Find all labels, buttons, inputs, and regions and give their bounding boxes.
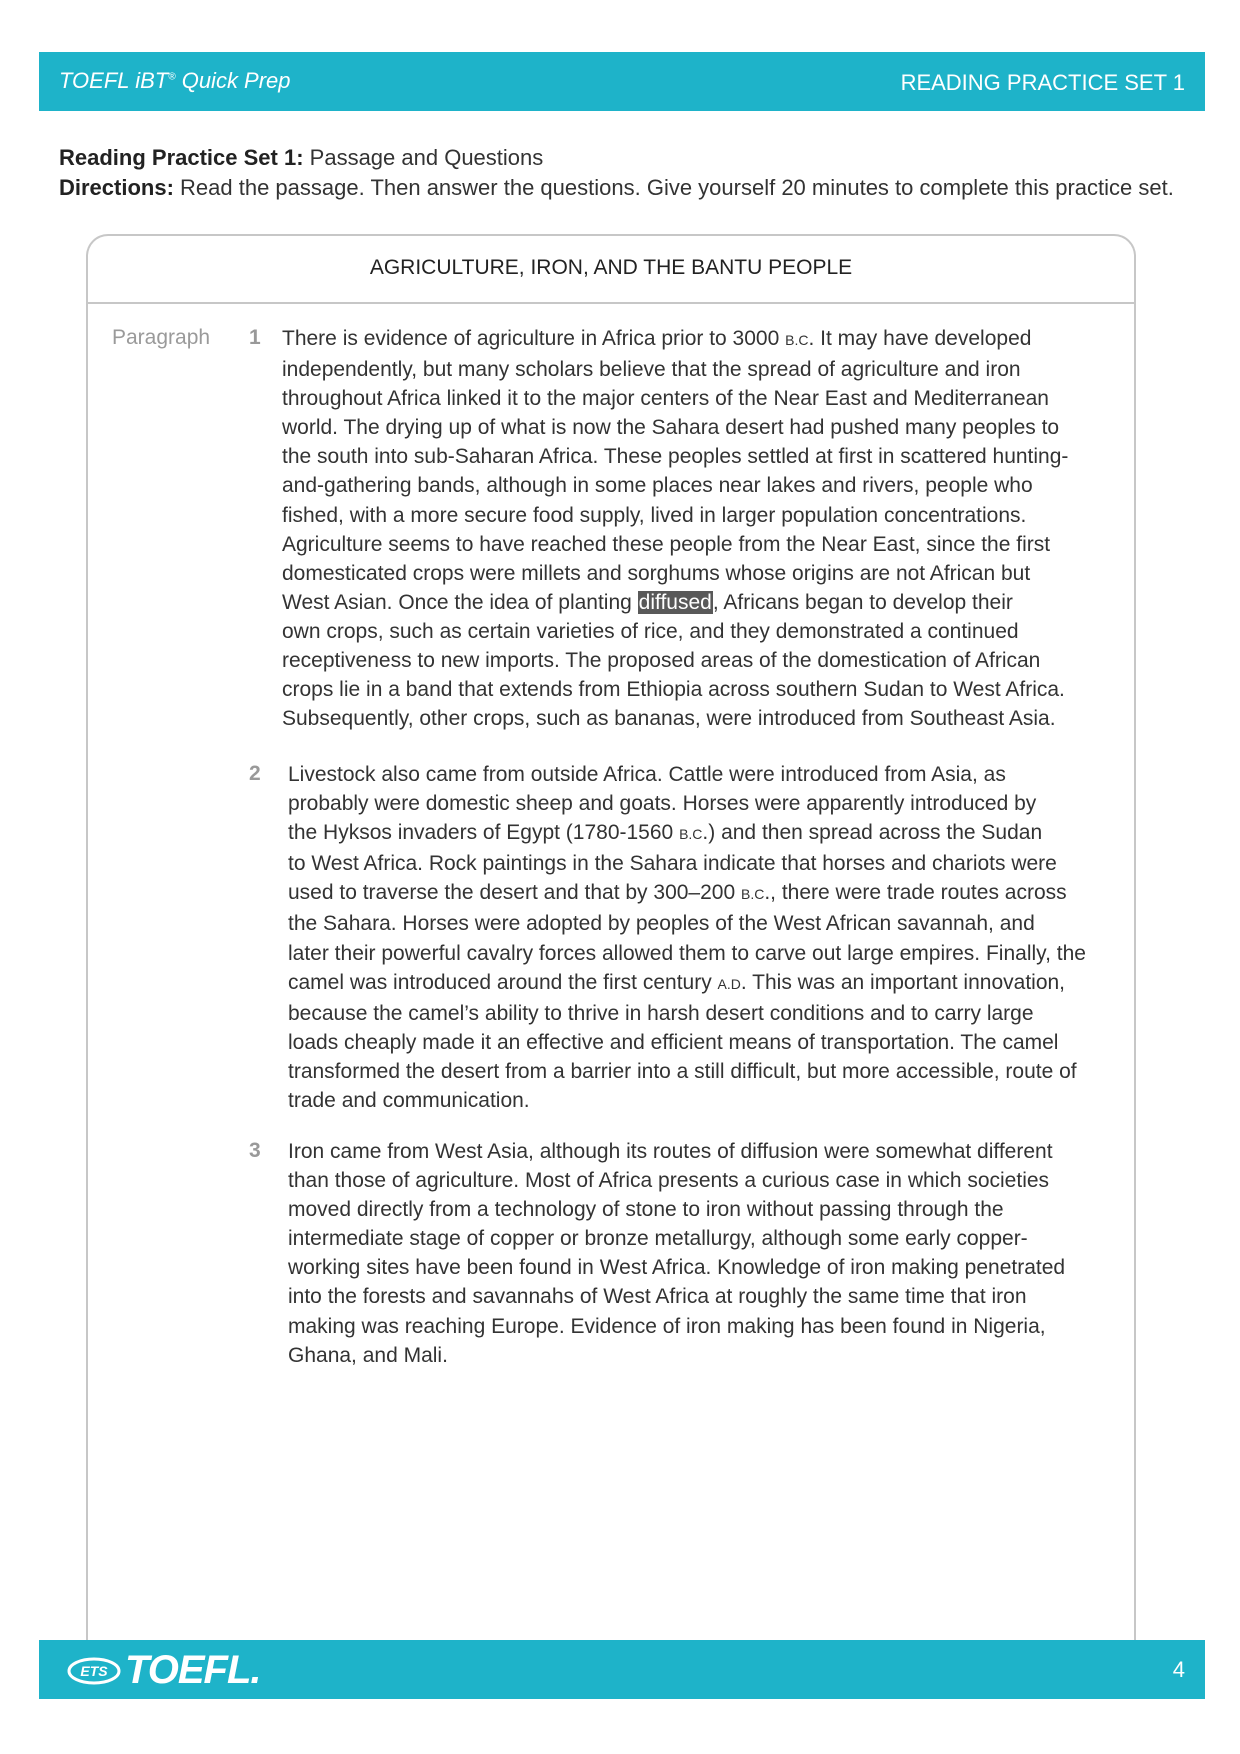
p3-line: moved directly from a technology of stone to iron without passing through the [288, 1198, 1004, 1222]
p1-line [282, 324, 1132, 355]
paragraph-number-1: 1 [249, 326, 261, 349]
p3-line: Iron came from West Asia, although its routes of diffusion were somewhat different [288, 1140, 1053, 1163]
p2-line: to West Africa. Rock paintings in the Sahara indicate that horses and chariots were [288, 852, 1057, 876]
text-run: There is evidence of agriculture in Africa prior to 3000 [282, 327, 786, 350]
paragraph-number-2: 2 [249, 762, 261, 785]
p1-line: the south into sub-Saharan Africa. These peoples settled at first in scattered hunting- [282, 445, 1069, 469]
p3-line: than those of agriculture. Most of Africa presents a curious case in which societies [288, 1169, 1050, 1193]
p1-line: own crops, such as certain varieties of rice, and they demonstrated a continued [282, 619, 1019, 643]
small-caps-era: B.C [785, 332, 809, 348]
p1-line: Agriculture seems to have reached these people from the Near East, since the first [282, 532, 1051, 556]
p3-line: Ghana, and Mali. [288, 1343, 448, 1367]
paragraph-3 [288, 1137, 1138, 1370]
text-run: the Hyksos invaders of Egypt (1780-1560 [288, 821, 680, 845]
p1-line: throughout Africa linked it to the major centers of the Near East and Mediterranean [282, 387, 1049, 411]
p1-line: crops lie in a band that extends from Ethiopia across southern Sudan to West Africa. [282, 678, 1065, 702]
p1-line: fished, with a more secure food supply, lived in larger population concentrations. [282, 503, 1027, 527]
directions-line [59, 173, 1199, 203]
text-run: ., there were trade routes across [764, 881, 1067, 905]
paragraph-1 [282, 324, 1132, 733]
set-title-label: Reading Practice Set 1: [59, 145, 304, 170]
p3-line: into the forests and savannahs of West Africa at roughly the same time that iron [288, 1285, 1027, 1309]
page-number: 4 [1172, 1657, 1185, 1682]
text-run: .) and then spread across the Sudan [702, 821, 1043, 845]
brand-name: TOEFL iBT [59, 68, 169, 93]
small-caps-era: B.C [679, 826, 703, 843]
p1-line: receptiveness to new imports. The proposed areas of the domestication of African [282, 649, 1041, 673]
p2-line [288, 818, 1138, 849]
page-footer [39, 1640, 1205, 1699]
p2-line: probably were domestic sheep and goats. Horses were apparently introduced by [288, 792, 1037, 816]
small-caps-era: A.D [717, 975, 741, 992]
text-run: , Africans began to develop their [712, 590, 1013, 614]
toefl-logo [67, 1648, 260, 1693]
set-title-line [59, 143, 1199, 173]
page-header [39, 52, 1205, 111]
p1-line: world. The drying up of what is now the Sahara desert had pushed many peoples to [282, 416, 1060, 440]
registered-mark: ® [168, 71, 176, 83]
ets-logo-text: ETS [80, 1662, 108, 1679]
p2-line: Livestock also came from outside Africa. Cattle were introduced from Asia, as [288, 763, 1006, 786]
p1-line: and-gathering bands, although in some places near lakes and rivers, people who [282, 474, 1033, 498]
p1-line: domesticated crops were millets and sorghums whose origins are not African but [282, 561, 1031, 585]
set-title-text: Passage and Questions [303, 145, 544, 170]
text-run: camel was introduced around the first century [288, 970, 718, 994]
text-run: used to traverse the desert and that by 300–200 [288, 881, 741, 905]
text-run: . It may have developed [808, 327, 1032, 350]
p2-line: the Sahara. Horses were adopted by peoples of the West African savannah, and [288, 912, 1035, 936]
title-divider [88, 302, 1134, 304]
highlighted-word-diffused[interactable]: diffused [638, 590, 712, 614]
intro [59, 143, 1199, 203]
p2-line [288, 878, 1138, 909]
paragraph-2 [288, 760, 1138, 1115]
toefl-wordmark: TOEFL. [125, 1648, 261, 1692]
p3-line: working sites have been found in West Africa. Knowledge of iron making penetrated [288, 1256, 1066, 1280]
p3-line: making was reaching Europe. Evidence of iron making has been found in Nigeria, [288, 1314, 1046, 1338]
p2-line: transformed the desert from a barrier into a still difficult, but more accessible, route of [288, 1059, 1077, 1083]
small-caps-era: B.C [740, 886, 765, 903]
ets-logo-icon [67, 1657, 121, 1685]
section-title: READING PRACTICE SET 1 [900, 70, 1185, 95]
paragraph-number-3: 3 [249, 1139, 261, 1162]
p1-line: independently, but many scholars believe that the spread of agriculture and iron [282, 358, 1021, 382]
p2-line: because the camel’s ability to thrive in harsh desert conditions and to carry large [288, 1001, 1034, 1025]
p1-line [282, 588, 1132, 617]
text-run: . This was an important innovation, [740, 970, 1066, 994]
paragraph-label: Paragraph [112, 326, 211, 349]
p2-line [288, 968, 1138, 999]
text-run: West Asian. Once the idea of planting [282, 590, 638, 614]
p3-line: intermediate stage of copper or bronze metallurgy, although some early copper- [288, 1227, 1028, 1251]
brand-title [59, 68, 291, 94]
p2-line: later their powerful cavalry forces allowed them to carve out large empires. Finally, the [288, 941, 1086, 965]
directions-label: Directions: [59, 175, 174, 200]
passage-title: AGRICULTURE, IRON, AND THE BANTU PEOPLE [369, 256, 853, 279]
p1-line: Subsequently, other crops, such as bananas, were introduced from Southeast Asia. [282, 707, 1056, 731]
directions-text: Read the passage. Then answer the questions. Give yourself 20 minutes to complete this practice set. [173, 175, 1174, 200]
p2-line: trade and communication. [288, 1089, 530, 1113]
p2-line: loads cheaply made it an effective and efficient means of transportation. The camel [288, 1030, 1059, 1054]
brand-suffix: Quick Prep [175, 68, 291, 93]
